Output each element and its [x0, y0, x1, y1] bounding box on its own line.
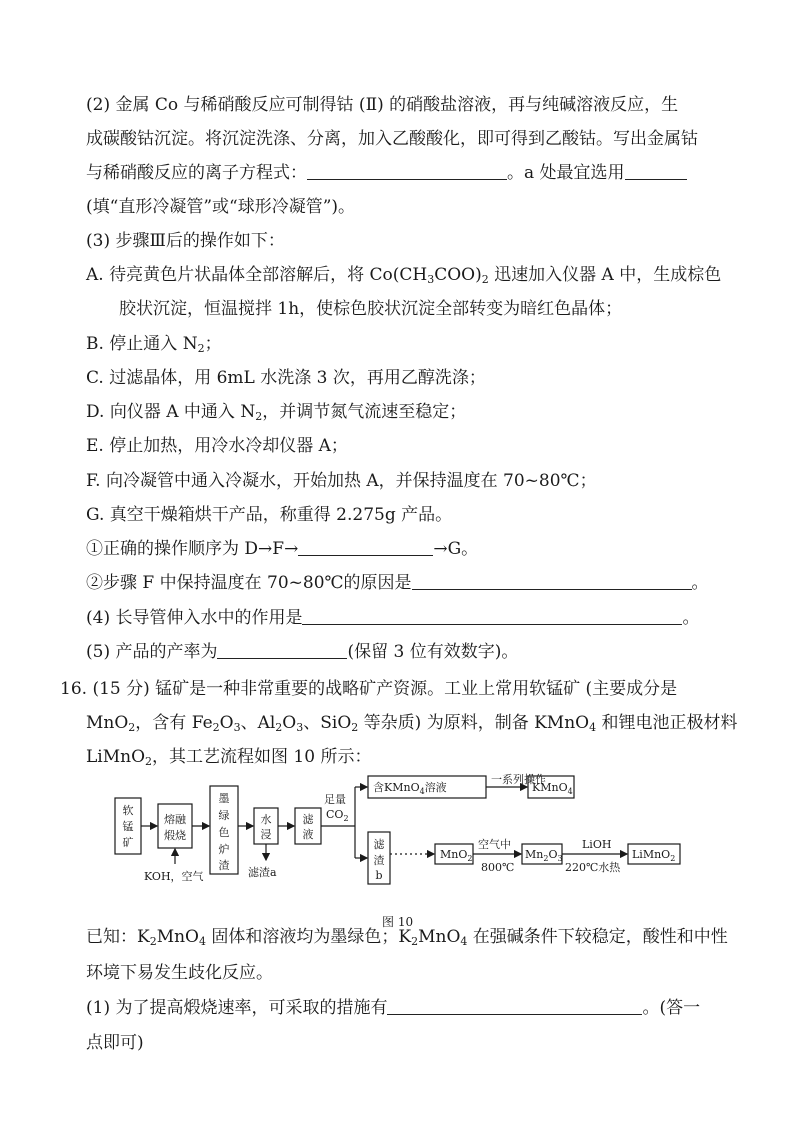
- q16-line-3: [86, 742, 371, 767]
- known-text: 在强碱条件下较稳定，酸性和中性: [467, 927, 728, 947]
- answer-blank[interactable]: [412, 573, 692, 590]
- q5: [86, 637, 518, 662]
- subscript: 2: [255, 410, 263, 423]
- q16-text: 、SiO: [303, 713, 352, 733]
- box-label: KMnO$_4$: [532, 781, 573, 796]
- q16-text: O: [282, 713, 297, 733]
- step-a-line-1: [86, 260, 721, 285]
- box-label: b: [375, 869, 383, 882]
- q16-text: 和锂电池正极材料: [596, 713, 738, 733]
- q16-line-1: 16. (15 分) 锰矿是一种非常重要的战略矿产资源。工业上常用软锰矿 (主要成分是: [60, 679, 678, 699]
- q4-text: 。: [682, 608, 700, 628]
- step-text: ；: [204, 334, 222, 354]
- known-text: MnO: [418, 927, 461, 947]
- q16-text: O: [219, 713, 234, 733]
- subscript: 2: [212, 721, 220, 734]
- box-label: 熔融: [164, 813, 186, 826]
- process-flow-diagram: [110, 768, 690, 908]
- step-text: D. 向仪器 A 中通入 N: [86, 402, 256, 422]
- subscript: 4: [460, 935, 468, 948]
- arrow-label: 足量: [324, 793, 346, 806]
- q2-text: 。a 处最宜选用: [507, 163, 625, 183]
- subscript: 2: [128, 721, 136, 734]
- box-label: 浸: [260, 828, 272, 841]
- q16-line-2: [86, 708, 738, 733]
- answer-blank[interactable]: [302, 608, 682, 625]
- box-label: 水: [260, 813, 272, 826]
- q2-text: 与稀硝酸反应的离子方程式：: [86, 163, 307, 183]
- subscript: 2: [145, 755, 153, 768]
- box-label: 滤: [373, 838, 385, 851]
- step-d: [86, 397, 466, 422]
- arrow-label: KOH，空气: [144, 870, 204, 883]
- subscript: 3: [296, 721, 304, 734]
- known-text: MnO: [156, 927, 199, 947]
- answer-blank[interactable]: [307, 163, 507, 180]
- step-g: G. 真空干燥箱烘干产品，称重得 2.275g 产品。: [86, 505, 453, 525]
- answer-blank[interactable]: [298, 539, 433, 556]
- q2-line-3: [86, 158, 687, 183]
- arrow-label: $CO_2$: [326, 808, 349, 823]
- step-f: F. 向冷凝管中通入冷凝水，开始加热 A，并保持温度在 70~80℃；: [86, 471, 597, 491]
- q2-line-2: 成碳酸钴沉淀。将沉淀洗涤、分离，加入乙酸酸化，即可得到乙酸钴。写出金属钴: [86, 129, 698, 149]
- box-label: LiMnO$_2$: [632, 848, 676, 863]
- subscript: 3: [427, 273, 435, 286]
- box-label: 液: [302, 828, 314, 841]
- box-label: 煅烧: [164, 829, 186, 842]
- subscript: 3: [233, 721, 241, 734]
- box-label: 绿: [218, 809, 230, 822]
- q3-sub-1: [86, 534, 478, 559]
- step-c: C. 过滤晶体，用 6mL 水洗涤 3 次，再用乙醇洗涤；: [86, 368, 486, 388]
- known-line-2: 环境下易发生歧化反应。: [86, 963, 273, 983]
- q4: [86, 603, 699, 628]
- arrow-label: 空气中: [478, 838, 511, 851]
- q16-text: LiMnO: [86, 747, 146, 767]
- subscript: 2: [275, 721, 283, 734]
- box-label: 渣: [218, 859, 230, 872]
- q4-text: (4) 长导管伸入水中的作用是: [86, 608, 303, 628]
- q16-text: 、Al: [240, 713, 276, 733]
- subscript: 4: [199, 935, 206, 948]
- q5-text: (保留 3 位有效数字)。: [347, 642, 519, 662]
- subscript: 2: [481, 273, 489, 286]
- step-text: B. 停止通入 N: [86, 334, 198, 354]
- q3-sub-2: [86, 568, 709, 593]
- known-line-1: [86, 922, 728, 947]
- q3-text: →G。: [433, 539, 479, 559]
- q16-text: 等杂质) 为原料，制备 KMnO: [358, 713, 590, 733]
- subscript: 2: [197, 342, 205, 355]
- subscript: 2: [351, 721, 359, 734]
- box-label: 墨: [218, 792, 230, 805]
- q16-text: ，其工艺流程如图 10 所示：: [152, 747, 372, 767]
- known-text: 已知：K: [86, 927, 150, 947]
- arrow-label: LiOH: [582, 838, 612, 851]
- step-text: 迅速加入仪器 A 中，生成棕色: [488, 265, 722, 285]
- box-label: 含KMnO$_4$溶液: [373, 781, 447, 796]
- q16-1-text: 。(答一: [642, 998, 701, 1018]
- q16-text: MnO: [86, 713, 129, 733]
- step-text: A. 待亮黄色片状晶体全部溶解后，将 Co(CH: [86, 265, 428, 285]
- q3-text: 。: [691, 573, 709, 593]
- q2-line-4: (填“直形冷凝管”或“球形冷凝管”)。: [86, 197, 356, 217]
- step-e: E. 停止加热，用冷水冷却仪器 A；: [86, 436, 348, 456]
- box-label: 色: [218, 826, 230, 839]
- q16-1-line-2: 点即可): [86, 1033, 144, 1053]
- step-b: [86, 329, 222, 354]
- q16-1-text: (1) 为了提高煅烧速率，可采取的措施有: [86, 998, 388, 1018]
- box-label: 滤: [302, 813, 314, 826]
- known-text: 固体和溶液均为墨绿色；K: [206, 927, 412, 947]
- subscript: 2: [411, 935, 419, 948]
- q5-text: (5) 产品的产率为: [86, 642, 218, 662]
- q3-text: ②步骤 F 中保持温度在 70~80℃的原因是: [86, 573, 412, 593]
- step-text: ，并调节氮气流速至稳定；: [262, 402, 467, 422]
- box-label: $Mn_2O_3$: [525, 848, 563, 863]
- arrow-label: 一系列操作: [491, 773, 546, 786]
- box-label: 炉: [218, 843, 230, 856]
- answer-blank[interactable]: [217, 642, 347, 659]
- answer-blank[interactable]: [387, 998, 642, 1015]
- q2-line-1: (2) 金属 Co 与稀硝酸反应可制得钴 (Ⅱ) 的硝酸盐溶液，再与纯碱溶液反应，生: [86, 95, 679, 115]
- q16-1-line-1: [86, 993, 700, 1018]
- box-label: 矿: [122, 836, 134, 849]
- arrow-label: 滤渣a: [248, 866, 277, 879]
- q3-text: ①正确的操作顺序为 D→F→: [86, 539, 299, 559]
- figure-caption: 图 10: [382, 915, 414, 929]
- answer-blank[interactable]: [625, 163, 687, 180]
- box-label: MnO$_2$: [440, 848, 473, 863]
- box-label: 渣: [373, 854, 385, 867]
- step-a-line-2: 胶状沉淀，恒温搅拌 1h，使棕色胶状沉淀全部转变为暗红色晶体；: [119, 299, 623, 319]
- q16-text: ，含有 Fe: [135, 713, 213, 733]
- step-text: COO): [434, 265, 482, 285]
- subscript: 4: [589, 721, 597, 734]
- q3-intro: (3) 步骤Ⅲ后的操作如下：: [86, 231, 285, 251]
- box-label: 软: [122, 804, 134, 817]
- arrow-label: 800℃: [481, 861, 515, 874]
- subscript: 2: [149, 935, 157, 948]
- box-label: 锰: [122, 820, 134, 833]
- arrow-label: 220℃水热: [565, 861, 621, 874]
